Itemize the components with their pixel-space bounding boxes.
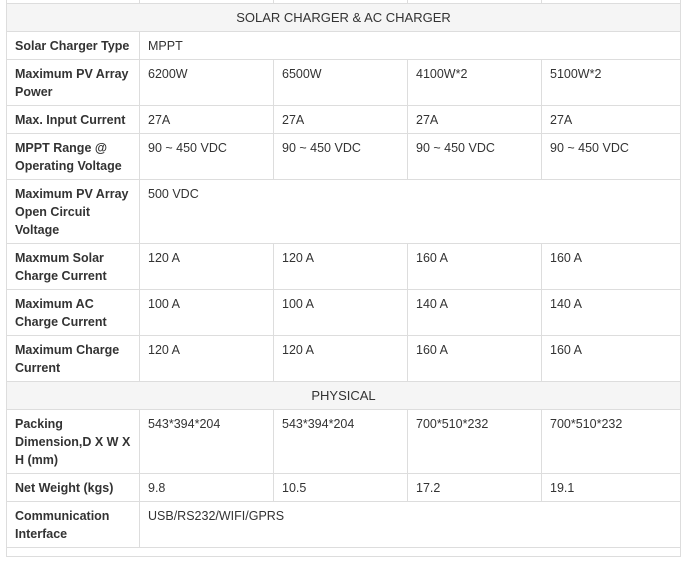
- cell-value: 27A: [408, 106, 542, 134]
- table-row: [7, 474, 681, 502]
- cell-value: 27A: [140, 106, 274, 134]
- cell-value: 17.2: [408, 474, 542, 502]
- row-label: Packing Dimension,D X W X H (mm): [7, 410, 140, 474]
- row-label: Communication Interface: [7, 502, 140, 548]
- cell-value: 140 A: [542, 290, 681, 336]
- cell-value: 4100W*2: [408, 60, 542, 106]
- cell-value: 160 A: [408, 244, 542, 290]
- cell-value: 100 A: [140, 290, 274, 336]
- cell-value: 100 A: [274, 290, 408, 336]
- table-row: [7, 244, 681, 290]
- row-label: Net Weight (kgs): [7, 474, 140, 502]
- table-row: [7, 410, 681, 474]
- cell-value: 19.1: [542, 474, 681, 502]
- cell-value: 543*394*204: [140, 410, 274, 474]
- row-label: Max. Input Current: [7, 106, 140, 134]
- cell-value: 90 ~ 450 VDC: [140, 134, 274, 180]
- cell-value: 27A: [274, 106, 408, 134]
- table-row: [7, 502, 681, 548]
- cell-value: 160 A: [408, 336, 542, 382]
- row-label: Maximum Charge Current: [7, 336, 140, 382]
- cell-value: 90 ~ 450 VDC: [274, 134, 408, 180]
- cell-value: 120 A: [274, 336, 408, 382]
- cell-value: 160 A: [542, 336, 681, 382]
- cell-value: USB/RS232/WIFI/GPRS: [140, 502, 681, 548]
- cell-value: 90 ~ 450 VDC: [408, 134, 542, 180]
- cell-value: 500 VDC: [140, 180, 681, 244]
- table-row: [7, 548, 681, 557]
- table-row: [7, 134, 681, 180]
- section-header-physical: [7, 382, 681, 410]
- table-row: [7, 60, 681, 106]
- cell-value: MPPT: [140, 32, 681, 60]
- row-label: Maximum PV Array Open Circuit Voltage: [7, 180, 140, 244]
- cell-value: 27A: [542, 106, 681, 134]
- cell-value: 9.8: [140, 474, 274, 502]
- table-row: [7, 180, 681, 244]
- row-label: MPPT Range @ Operating Voltage: [7, 134, 140, 180]
- cell-value: 10.5: [274, 474, 408, 502]
- row-label: Solar Charger Type: [7, 32, 140, 60]
- cell-value: 6200W: [140, 60, 274, 106]
- table-row: [7, 290, 681, 336]
- row-label: Maximum AC Charge Current: [7, 290, 140, 336]
- cell-value: 700*510*232: [408, 410, 542, 474]
- cell-value: 700*510*232: [542, 410, 681, 474]
- section-title: SOLAR CHARGER & AC CHARGER: [7, 4, 681, 32]
- section-title: PHYSICAL: [7, 382, 681, 410]
- table-row: [7, 336, 681, 382]
- cell-value: 120 A: [140, 244, 274, 290]
- cell-value: 120 A: [274, 244, 408, 290]
- table-row: [7, 106, 681, 134]
- cell-value: 90 ~ 450 VDC: [542, 134, 681, 180]
- cell-value: 160 A: [542, 244, 681, 290]
- cell-value: 5100W*2: [542, 60, 681, 106]
- spec-table: [6, 0, 681, 557]
- cell-value: 120 A: [140, 336, 274, 382]
- cell-value: 543*394*204: [274, 410, 408, 474]
- row-label: Maximum PV Array Power: [7, 60, 140, 106]
- row-label: Maxmum Solar Charge Current: [7, 244, 140, 290]
- cell-value: 140 A: [408, 290, 542, 336]
- table-row: [7, 32, 681, 60]
- cell-value: 6500W: [274, 60, 408, 106]
- section-header-solar: [7, 4, 681, 32]
